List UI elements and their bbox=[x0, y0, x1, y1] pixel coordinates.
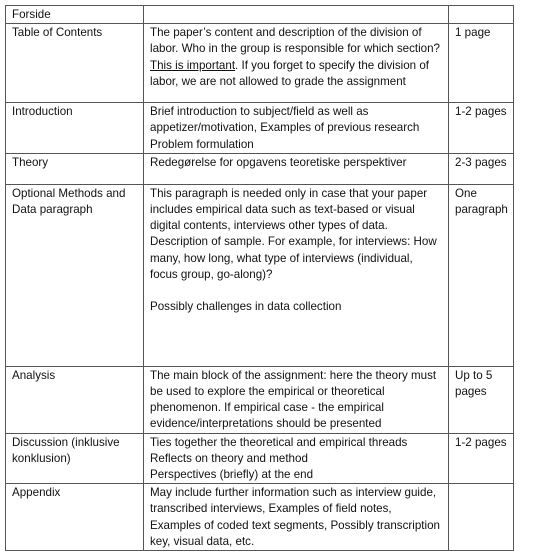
description-text: Reflects on theory and method bbox=[150, 451, 308, 465]
description-cell bbox=[144, 103, 449, 154]
description-text: Brief introduction to subject/field as well as appetizer/motivation, Examples of previous research bbox=[150, 105, 420, 135]
description-text: May include further information such as interview guide, transcribed interviews, Examples of field notes, Examples of coded text segments, Possibly transcription key, visual data, etc. bbox=[150, 486, 440, 548]
length-cell: 1-2 pages bbox=[449, 433, 514, 484]
table-row bbox=[6, 366, 514, 433]
length-cell bbox=[449, 484, 514, 551]
table-row bbox=[6, 103, 514, 154]
section-cell: Optional Methods and Data paragraph bbox=[6, 184, 144, 366]
description-cell bbox=[144, 484, 449, 551]
table-row bbox=[6, 433, 514, 484]
table-row bbox=[6, 24, 514, 103]
table-row bbox=[6, 153, 514, 184]
length-cell: One paragraph bbox=[449, 184, 514, 366]
description-text: Redegørelse for opgavens teoretiske perspektiver bbox=[150, 155, 407, 169]
table-row bbox=[6, 184, 514, 366]
description-text: Possibly challenges in data collection bbox=[150, 300, 342, 314]
length-cell bbox=[449, 6, 514, 24]
length-cell: 1 page bbox=[449, 24, 514, 103]
length-cell: Up to 5 pages bbox=[449, 366, 514, 433]
section-cell: Table of Contents bbox=[6, 24, 144, 103]
description-text: This paragraph is needed only in case that your paper includes empirical data such as text-based or visual digital contents, interviews other types of data. bbox=[150, 186, 428, 233]
section-cell: Discussion (inklusive konklusion) bbox=[6, 433, 144, 484]
description-cell bbox=[144, 184, 449, 366]
emphasis-text: This is important bbox=[150, 58, 236, 72]
description-text: The main block of the assignment: here the theory must be used to explore the empirical or theoretical phenomenon. If empirical case - the empirical evidence/interpretations should be presented bbox=[150, 368, 437, 431]
description-cell bbox=[144, 24, 449, 103]
description-text: Description of sample. For example, for interviews: How many, how long, what type of interviews (individual, focus group, go-along)? bbox=[150, 235, 437, 281]
description-text: Perspectives (briefly) at the end bbox=[150, 468, 314, 482]
description-text: Ties together the theoretical and empirical threads bbox=[150, 435, 408, 449]
section-cell: Forside bbox=[6, 6, 144, 24]
section-cell: Appendix bbox=[6, 484, 144, 551]
description-cell bbox=[144, 433, 449, 484]
description-text: The paper’s content and description of the division of labor. Who in the group is responsible for which section? bbox=[150, 26, 441, 56]
table-row bbox=[6, 484, 514, 551]
description-text: . If you forget to specify the division of labor, we are not allowed to grade the assignment bbox=[150, 58, 430, 88]
section-cell: Theory bbox=[6, 153, 144, 184]
section-cell: Analysis bbox=[6, 366, 144, 433]
blank-line bbox=[150, 283, 443, 299]
length-cell: 1-2 pages bbox=[449, 103, 514, 154]
section-cell: Introduction bbox=[6, 103, 144, 154]
assignment-structure-table bbox=[5, 5, 514, 551]
table-row bbox=[6, 6, 514, 24]
description-cell bbox=[144, 366, 449, 433]
description-cell bbox=[144, 153, 449, 184]
length-cell: 2-3 pages bbox=[449, 153, 514, 184]
description-cell bbox=[144, 6, 449, 24]
description-text: Problem formulation bbox=[150, 137, 254, 151]
